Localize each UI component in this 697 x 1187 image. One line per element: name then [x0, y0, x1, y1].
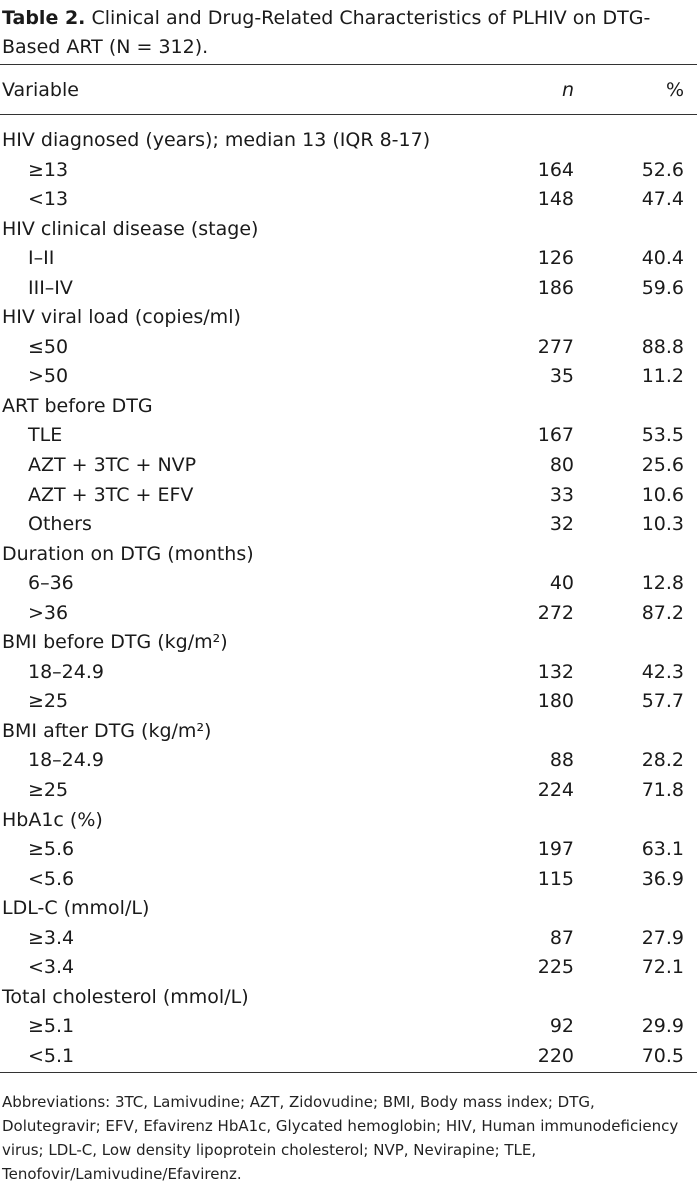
cell-percent: 11.2 — [641, 365, 684, 388]
cell-variable: III–IV — [28, 276, 73, 299]
cell-n: 272 — [537, 601, 574, 624]
table-row — [0, 362, 697, 392]
table-row — [0, 1042, 697, 1072]
cell-variable: HIV viral load (copies/ml) — [2, 306, 241, 329]
cell-variable: <13 — [28, 188, 69, 211]
bottom-rule — [0, 1072, 697, 1073]
cell-variable: AZT + 3TC + NVP — [28, 454, 197, 477]
cell-n: 80 — [549, 454, 574, 477]
cell-n: 180 — [537, 690, 574, 713]
header-rule — [0, 114, 697, 115]
cell-variable: HIV clinical disease (stage) — [2, 217, 259, 240]
table-group-row — [0, 540, 697, 570]
cell-variable: ART before DTG — [2, 394, 153, 417]
cell-variable: HbA1c (%) — [2, 808, 103, 831]
cell-percent: 88.8 — [641, 335, 684, 358]
cell-variable: 18–24.9 — [28, 660, 104, 683]
header-percent: % — [665, 79, 684, 101]
table-group-row — [0, 303, 697, 333]
cell-variable: 18–24.9 — [28, 749, 104, 772]
top-rule — [0, 64, 697, 65]
table-row — [0, 746, 697, 776]
table-group-row — [0, 628, 697, 658]
cell-n: 277 — [537, 335, 574, 358]
cell-n: 40 — [549, 572, 574, 595]
cell-percent: 52.6 — [641, 158, 684, 181]
cell-variable: ≥13 — [28, 158, 69, 181]
cell-n: 32 — [549, 513, 574, 536]
table-row — [0, 835, 697, 865]
table-row — [0, 156, 697, 186]
cell-variable: ≤50 — [28, 335, 69, 358]
table-row — [0, 776, 697, 806]
cell-n: 115 — [537, 867, 574, 890]
cell-n: 33 — [549, 483, 574, 506]
cell-percent: 28.2 — [641, 749, 684, 772]
cell-variable: Total cholesterol (mmol/L) — [2, 985, 249, 1008]
table-row — [0, 185, 697, 215]
cell-n: 88 — [549, 749, 574, 772]
table-body — [0, 126, 697, 1072]
cell-variable: <3.4 — [28, 956, 75, 979]
cell-n: 225 — [537, 956, 574, 979]
table-row — [0, 421, 697, 451]
cell-percent: 36.9 — [641, 867, 684, 890]
table-group-row — [0, 983, 697, 1013]
cell-percent: 59.6 — [641, 276, 684, 299]
table-group-row — [0, 126, 697, 156]
table-label: Table 2. — [2, 7, 86, 29]
cell-variable: BMI after DTG (kg/m²) — [2, 719, 212, 742]
cell-variable: >36 — [28, 601, 69, 624]
cell-variable: HIV diagnosed (years); median 13 (IQR 8-17) — [2, 129, 431, 151]
header-n: n — [561, 79, 574, 101]
cell-percent: 87.2 — [641, 601, 684, 624]
cell-percent: 10.3 — [641, 513, 684, 536]
table-row — [0, 244, 697, 274]
cell-n: 224 — [537, 779, 574, 802]
cell-percent: 63.1 — [641, 838, 684, 861]
cell-variable: AZT + 3TC + EFV — [28, 483, 194, 506]
cell-variable: Duration on DTG (months) — [2, 542, 254, 565]
cell-percent: 27.9 — [641, 926, 684, 949]
table-row — [0, 658, 697, 688]
table-title: Clinical and Drug-Related Characteristics of PLHIV on DTG-Based ART (N = 312). — [2, 7, 651, 58]
cell-n: 148 — [537, 188, 574, 211]
cell-percent: 29.9 — [641, 1015, 684, 1038]
cell-variable: LDL-C (mmol/L) — [2, 897, 150, 920]
cell-percent: 40.4 — [641, 247, 684, 270]
cell-percent: 57.7 — [641, 690, 684, 713]
cell-n: 126 — [537, 247, 574, 270]
cell-n: 186 — [537, 276, 574, 299]
cell-n: 35 — [549, 365, 574, 388]
cell-variable: <5.1 — [28, 1044, 75, 1067]
table-footnote: Abbreviations: 3TC, Lamivudine; AZT, Zidovudine; BMI, Body mass index; DTG, Dolutegravir; EFV, Efavirenz HbA1c, Glycated hemoglobin; HIV, Human immunodeficiency virus; LDL-C, Low density lipoprotein cholesterol; NVP, Nevirapine; TLE, Tenofovir/Lamivudine/Efavirenz. — [2, 1093, 679, 1183]
table-row — [0, 924, 697, 954]
cell-variable: <5.6 — [28, 867, 75, 890]
cell-n: 92 — [549, 1015, 574, 1038]
cell-percent: 12.8 — [641, 572, 684, 595]
cell-variable: Others — [28, 513, 92, 536]
cell-variable: ≥5.6 — [28, 838, 75, 861]
table-row — [0, 599, 697, 629]
cell-n: 167 — [537, 424, 574, 447]
cell-variable: I–II — [28, 247, 55, 270]
cell-percent: 25.6 — [641, 454, 684, 477]
header-variable: Variable — [2, 79, 79, 101]
table-row — [0, 953, 697, 983]
table-row — [0, 333, 697, 363]
cell-percent: 10.6 — [641, 483, 684, 506]
table-group-row — [0, 392, 697, 422]
cell-variable: ≥25 — [28, 779, 69, 802]
table-caption — [2, 4, 692, 62]
cell-percent: 71.8 — [641, 779, 684, 802]
cell-variable: >50 — [28, 365, 69, 388]
table-group-row — [0, 717, 697, 747]
cell-percent: 47.4 — [641, 188, 684, 211]
cell-percent: 70.5 — [641, 1044, 684, 1067]
table-row — [0, 274, 697, 304]
cell-variable: ≥25 — [28, 690, 69, 713]
table-group-row — [0, 894, 697, 924]
cell-percent: 53.5 — [641, 424, 684, 447]
table-group-row — [0, 806, 697, 836]
table-row — [0, 1012, 697, 1042]
table-row — [0, 569, 697, 599]
table-group-row — [0, 215, 697, 245]
cell-n: 220 — [537, 1044, 574, 1067]
table-row — [0, 510, 697, 540]
table-row — [0, 687, 697, 717]
cell-variable: ≥3.4 — [28, 926, 75, 949]
cell-n: 132 — [537, 660, 574, 683]
cell-variable: ≥5.1 — [28, 1015, 75, 1038]
cell-percent: 42.3 — [641, 660, 684, 683]
table-row — [0, 865, 697, 895]
cell-variable: BMI before DTG (kg/m²) — [2, 631, 228, 654]
table-row — [0, 481, 697, 511]
cell-variable: TLE — [28, 424, 63, 447]
cell-n: 164 — [537, 158, 574, 181]
table-row — [0, 451, 697, 481]
cell-variable: 6–36 — [28, 572, 74, 595]
cell-n: 87 — [549, 926, 574, 949]
cell-n: 197 — [537, 838, 574, 861]
cell-percent: 72.1 — [641, 956, 684, 979]
